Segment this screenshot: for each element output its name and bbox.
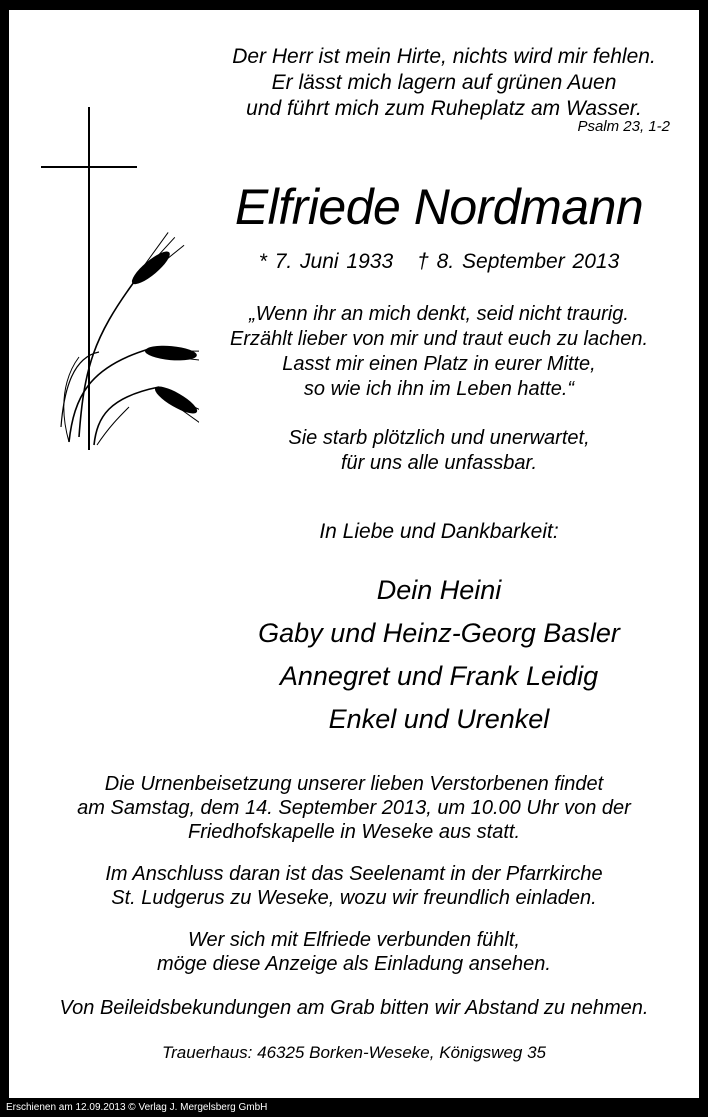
psalm-reference: Psalm 23, 1-2 [577,118,670,135]
quote-line: Lasst mir einen Platz in eurer Mitte, [282,353,596,375]
family-member: Annegret und Frank Leidig [279,661,599,691]
invitation-line: möge diese Anzeige als Einladung ansehen. [157,953,551,975]
passing-line: für uns alle unfassbar. [340,452,538,474]
gratitude-line: In Liebe und Dankbarkeit: [319,520,559,543]
family-member: Enkel und Urenkel [328,704,550,734]
quote [149,302,708,402]
family-member: Gaby und Heinz-Georg Basler [258,618,620,648]
quote-line: so wie ich ihn im Leben hatte.“ [303,378,575,400]
ceremony-line: am Samstag, dem 14. September 2013, um 10.00 Uhr von der [77,797,631,819]
condolence-notice: Von Beileidsbekundungen am Grab bitten wir Abstand zu nehmen. [59,997,649,1019]
mourning-house-address: Trauerhaus: 46325 Borken-Weseke, Königsweg 35 [162,1043,546,1062]
quote-line: Erzählt lieber von mir und traut euch zu lachen. [230,328,648,350]
quote-line: „Wenn ihr an mich denkt, seid nicht traurig. [249,303,629,325]
ceremony-notice [23,772,685,844]
psalm-line: Der Herr ist mein Hirte, nichts wird mir fehlen. [232,45,656,68]
invitation-notice [23,928,685,976]
publication-footer: Erschienen am 12.09.2013 © Verlag J. Mergelsberg GmbH [6,1102,268,1113]
birth-date: * 7. Juni 1933 [258,250,394,273]
mass-line: Im Anschluss daran ist das Seelenamt in der Pfarrkirche [105,863,603,885]
invitation-line: Wer sich mit Elfriede verbunden fühlt, [187,929,520,951]
psalm-line: Er lässt mich lagern auf grünen Auen [271,71,617,94]
death-date: † 8. September 2013 [417,250,620,273]
passing-note [149,426,708,476]
cross-with-wheat-icon [39,107,199,457]
psalm-verse [204,44,684,122]
psalm-line: und führt mich zum Ruheplatz am Wasser. [246,97,642,120]
ceremony-line: Die Urnenbeisetzung unserer lieben Verstorbenen findet [104,773,604,795]
obituary-card [9,10,699,1098]
mass-notice [23,862,685,910]
family-list [129,569,708,741]
mass-line: St. Ludgerus zu Weseke, wozu wir freundlich einladen. [111,887,597,909]
life-dates [199,250,679,274]
deceased-name: Elfriede Nordmann [234,179,644,235]
passing-line: Sie starb plötzlich und unerwartet, [288,427,590,449]
family-member: Dein Heini [376,575,502,605]
ceremony-line: Friedhofskapelle in Weseke aus statt. [187,821,521,843]
